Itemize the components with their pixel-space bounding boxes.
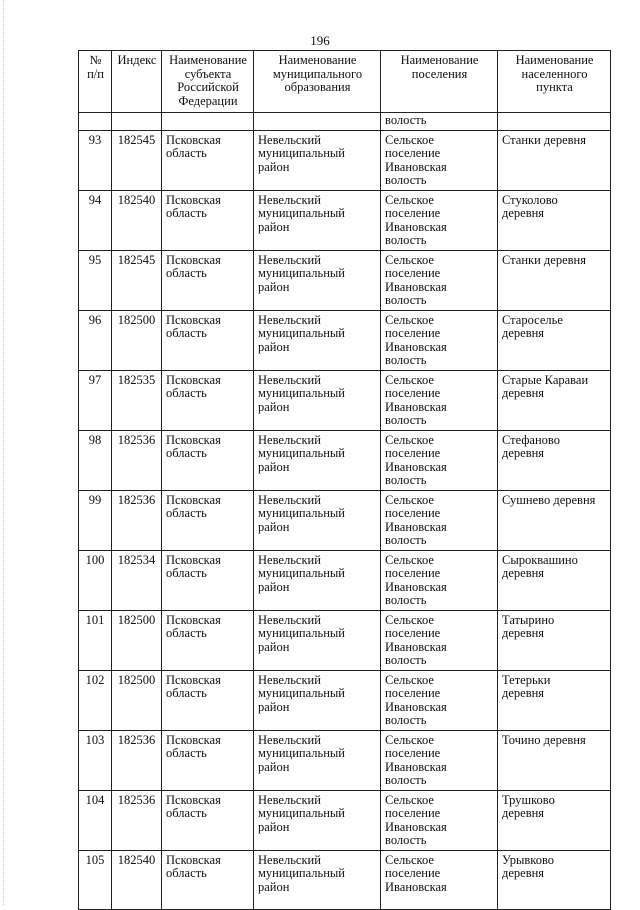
- table-row: [79, 430, 611, 490]
- cell-region: Псковская область: [162, 190, 254, 250]
- cell-locality: Стефаново деревня: [498, 430, 611, 490]
- cell-municipality: Невельский муниципальный район: [254, 790, 381, 850]
- table-row: [79, 250, 611, 310]
- table-row: [79, 190, 611, 250]
- cell-locality: Старые Караваи деревня: [498, 370, 611, 430]
- cell-number: 94: [79, 190, 112, 250]
- col-header-locality: Наименование населенного пункта: [498, 51, 611, 113]
- table-row: [79, 670, 611, 730]
- cell-number: 96: [79, 310, 112, 370]
- cell-locality: [498, 113, 611, 131]
- cell-region: Псковская область: [162, 790, 254, 850]
- cell-municipality: Невельский муниципальный район: [254, 310, 381, 370]
- cell-index: 182500: [112, 610, 162, 670]
- page-number: 196: [310, 33, 330, 48]
- table-row: [79, 310, 611, 370]
- cell-number: 104: [79, 790, 112, 850]
- cell-municipality: Невельский муниципальный район: [254, 850, 381, 909]
- cell-region: Псковская область: [162, 850, 254, 909]
- cell-number: 99: [79, 490, 112, 550]
- table-row: [79, 130, 611, 190]
- table-row: [79, 730, 611, 790]
- cell-number: 105: [79, 850, 112, 909]
- col-header-municipality: Наименование муниципального образования: [254, 51, 381, 113]
- cell-municipality: Невельский муниципальный район: [254, 550, 381, 610]
- cell-settlement: Сельское поселение Ивановская волость: [381, 130, 498, 190]
- table-row: [79, 610, 611, 670]
- cell-locality: Стуколово деревня: [498, 190, 611, 250]
- cell-number: 95: [79, 250, 112, 310]
- cell-index: 182536: [112, 790, 162, 850]
- cell-settlement: Сельское поселение Ивановская волость: [381, 310, 498, 370]
- cell-settlement: Сельское поселение Ивановская волость: [381, 190, 498, 250]
- cell-municipality: Невельский муниципальный район: [254, 490, 381, 550]
- cell-municipality: Невельский муниципальный район: [254, 430, 381, 490]
- cell-index: 182545: [112, 250, 162, 310]
- col-header-index: Индекс: [112, 51, 162, 113]
- cell-number: 100: [79, 550, 112, 610]
- cell-index: 182540: [112, 850, 162, 909]
- cell-locality: Сушнево деревня: [498, 490, 611, 550]
- cell-index: [112, 113, 162, 131]
- cell-region: Псковская область: [162, 550, 254, 610]
- cell-region: [162, 113, 254, 131]
- table-header-row: [79, 51, 611, 113]
- cell-settlement: Сельское поселение Ивановская волость: [381, 490, 498, 550]
- cell-municipality: Невельский муниципальный район: [254, 610, 381, 670]
- cell-locality: Станки деревня: [498, 130, 611, 190]
- cell-locality: Точино деревня: [498, 730, 611, 790]
- cell-settlement: Сельское поселение Ивановская волость: [381, 430, 498, 490]
- cell-settlement: Сельское поселение Ивановская волость: [381, 790, 498, 850]
- cell-locality: Сыроквашино деревня: [498, 550, 611, 610]
- cell-region: Псковская область: [162, 370, 254, 430]
- cell-index: 182540: [112, 190, 162, 250]
- cell-index: 182500: [112, 310, 162, 370]
- table-row: [79, 370, 611, 430]
- cell-municipality: Невельский муниципальный район: [254, 730, 381, 790]
- cell-settlement: Сельское поселение Ивановская волость: [381, 730, 498, 790]
- cell-index: 182536: [112, 730, 162, 790]
- cell-index: 182536: [112, 490, 162, 550]
- col-header-number: № п/п: [79, 51, 112, 113]
- cell-number: 103: [79, 730, 112, 790]
- table-row: [79, 850, 611, 909]
- table-row: [79, 550, 611, 610]
- cell-number: 101: [79, 610, 112, 670]
- cell-number: 98: [79, 430, 112, 490]
- cell-index: 182545: [112, 130, 162, 190]
- cell-municipality: Невельский муниципальный район: [254, 370, 381, 430]
- cell-locality: Урывково деревня: [498, 850, 611, 909]
- table-row: [79, 790, 611, 850]
- cell-settlement: Сельское поселение Ивановская волость: [381, 610, 498, 670]
- cell-settlement: Сельское поселение Ивановская волость: [381, 370, 498, 430]
- cell-index: 182500: [112, 670, 162, 730]
- table-row: [79, 490, 611, 550]
- cell-region: Псковская область: [162, 610, 254, 670]
- cell-municipality: Невельский муниципальный район: [254, 130, 381, 190]
- cell-locality: Тетерьки деревня: [498, 670, 611, 730]
- table-row-continuation: [79, 113, 611, 131]
- cell-settlement: Сельское поселение Ивановская волость: [381, 670, 498, 730]
- cell-locality: Староселье деревня: [498, 310, 611, 370]
- cell-municipality: Невельский муниципальный район: [254, 670, 381, 730]
- cell-index: 182535: [112, 370, 162, 430]
- page-edge-dots: [3, 0, 5, 905]
- cell-municipality: Невельский муниципальный район: [254, 250, 381, 310]
- cell-settlement: Сельское поселение Ивановская: [381, 850, 498, 909]
- cell-number: 93: [79, 130, 112, 190]
- col-header-settlement: Наименование поселения: [381, 51, 498, 113]
- cell-region: Псковская область: [162, 430, 254, 490]
- cell-settlement: Сельское поселение Ивановская волость: [381, 250, 498, 310]
- cell-locality: Татырино деревня: [498, 610, 611, 670]
- cell-region: Псковская область: [162, 670, 254, 730]
- cell-region: Псковская область: [162, 250, 254, 310]
- cell-index: 182534: [112, 550, 162, 610]
- cell-region: Псковская область: [162, 730, 254, 790]
- cell-number: [79, 113, 112, 131]
- cell-locality: Трушково деревня: [498, 790, 611, 850]
- cell-municipality: [254, 113, 381, 131]
- cell-number: 97: [79, 370, 112, 430]
- cell-index: 182536: [112, 430, 162, 490]
- cell-settlement: волость: [381, 113, 498, 131]
- cell-region: Псковская область: [162, 310, 254, 370]
- cell-settlement: Сельское поселение Ивановская волость: [381, 550, 498, 610]
- cell-locality: Станки деревня: [498, 250, 611, 310]
- cell-region: Псковская область: [162, 130, 254, 190]
- settlements-table: [78, 50, 611, 910]
- col-header-region: Наименование субъекта Российской Федерации: [162, 51, 254, 113]
- cell-number: 102: [79, 670, 112, 730]
- cell-region: Псковская область: [162, 490, 254, 550]
- cell-municipality: Невельский муниципальный район: [254, 190, 381, 250]
